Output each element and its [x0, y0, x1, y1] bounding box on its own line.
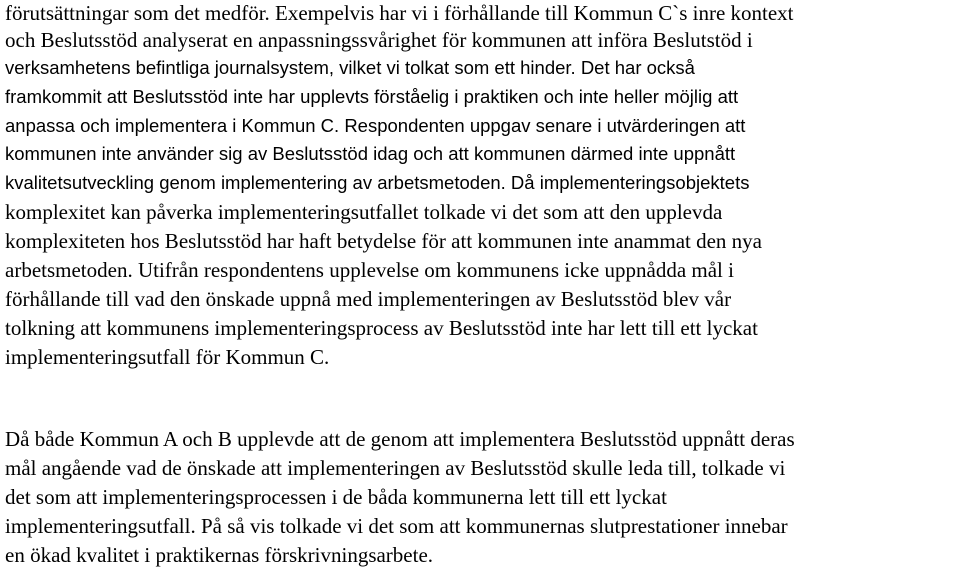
paragraph-2-line-4: implementeringsutfall. På så vis tolkade vi det som att kommunernas slutprestationer innebar [5, 514, 788, 538]
paragraph-1-line-2: och Beslutsstöd analyserat en anpassningssvårighet för kommunen att införa Beslutstöd i [5, 28, 753, 52]
paragraph-1-line-3: verksamhetens befintliga journalsystem, vilket vi tolkat som ett hinder. Det har också [5, 57, 695, 78]
paragraph-2-line-2: mål angående vad de önskade att implementeringen av Beslutsstöd skulle leda till, tolkade vi [5, 456, 786, 480]
paragraph-1-line-12: tolkning att kommunens implementeringsprocess av Beslutsstöd inte har lett till ett lyckat [5, 316, 758, 340]
paragraph-1-line-9: komplexiteten hos Beslutsstöd har haft betydelse för att kommunen inte anammat den nya [5, 229, 762, 253]
paragraph-1-line-8: komplexitet kan påverka implementeringsutfallet tolkade vi det som att den upplevda [5, 200, 723, 224]
paragraph-1-line-11: förhållande till vad den önskade uppnå med implementeringen av Beslutsstöd blev vår [5, 287, 732, 311]
paragraph-2-line-1: Då både Kommun A och B upplevde att de genom att implementera Beslutsstöd uppnått deras [5, 427, 795, 451]
paragraph-1-line-7: kvalitetsutveckling genom implementering av arbetsmetoden. Då implementeringsobjektets [5, 172, 750, 193]
paragraph-1-line-6: kommunen inte använder sig av Beslutsstöd idag och att kommunen därmed inte uppnått [5, 143, 736, 164]
paragraph-1-line-13: implementeringsutfall för Kommun C. [5, 345, 330, 369]
paragraph-2-line-3: det som att implementeringsprocessen i de båda kommunerna lett till ett lyckat [5, 485, 667, 509]
paragraph-2-line-5: en ökad kvalitet i praktikernas förskrivningsarbete. [5, 543, 434, 567]
paragraph-1-line-5: anpassa och implementera i Kommun C. Respondenten uppgav senare i utvärderingen att [5, 115, 746, 136]
paragraph-1-line-10: arbetsmetoden. Utifrån respondentens upplevelse om kommunens icke uppnådda mål i [5, 258, 734, 282]
paragraph-1-line-1: förutsättningar som det medför. Exempelvis har vi i förhållande till Kommun C`s inre kontext [5, 1, 794, 25]
paragraph-1-line-4: framkommit att Beslutsstöd inte har upplevts förståelig i praktiken och inte heller möjlig att [5, 86, 739, 107]
